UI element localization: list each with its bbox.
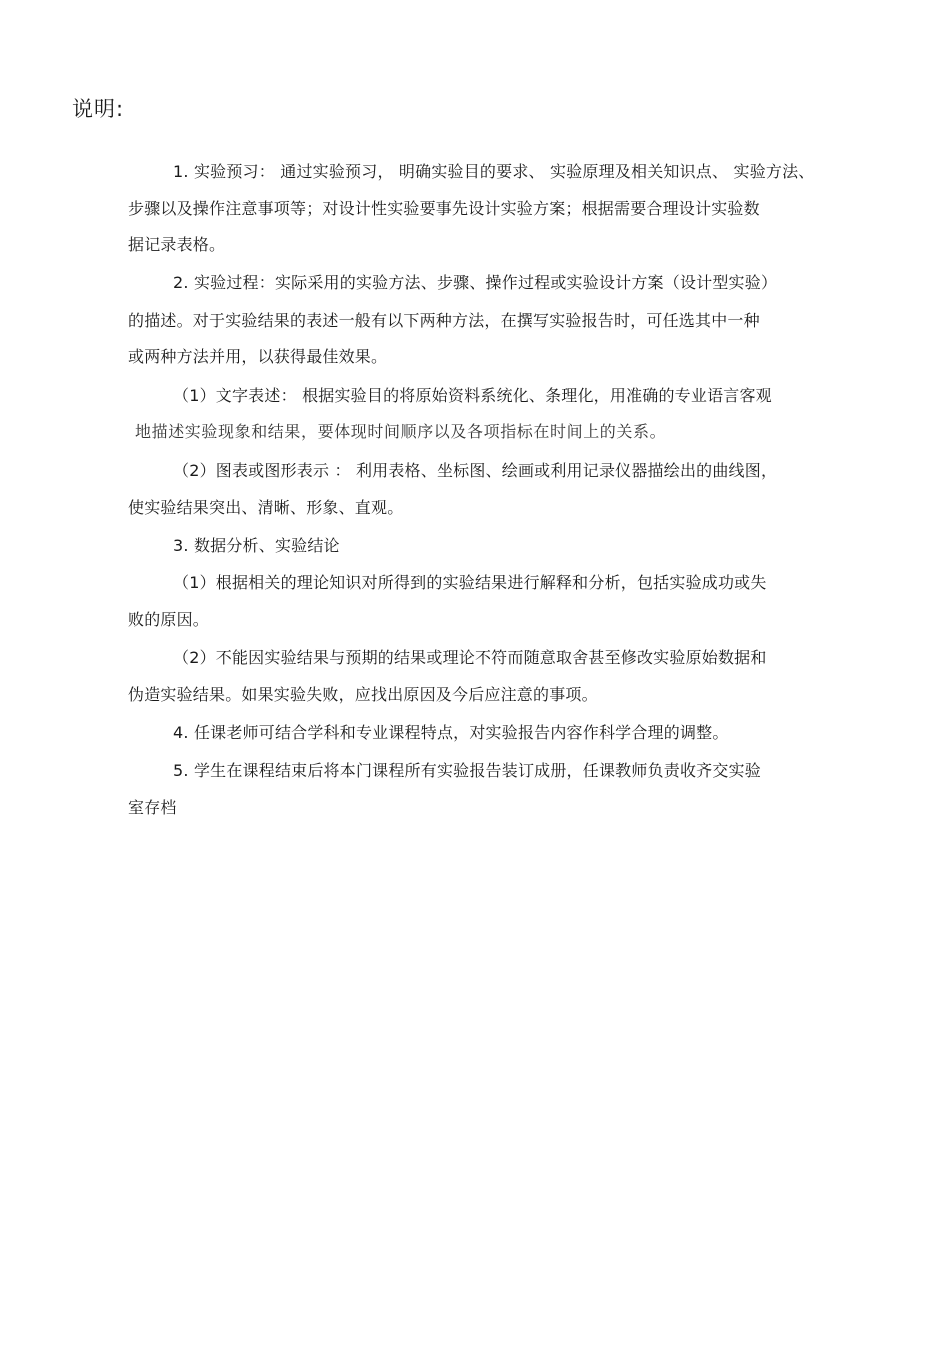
paragraph-line: 1. 实验预习： 通过实验预习， 明确实验目的要求、 实验原理及相关知识点、 实验方法、 — [173, 162, 815, 181]
page-title: 说明: — [72, 97, 125, 121]
paragraph-line: 步骤以及操作注意事项等；对设计性实验要事先设计实验方案；根据需要合理设计实验数 — [128, 199, 760, 218]
paragraph-line: 地描述实验现象和结果，要体现时间顺序以及各项指标在时间上的关系。 — [135, 422, 667, 441]
paragraph-line: 5. 学生在课程结束后将本门课程所有实验报告装订成册，任课教师负责收齐交实验 — [173, 761, 761, 780]
paragraph-line: （1）文字表述： 根据实验目的将原始资料系统化、条理化，用准确的专业语言客观 — [173, 386, 772, 405]
paragraph-line: 使实验结果突出、清晰、形象、直观。 — [128, 498, 404, 517]
paragraph-line: 室存档 — [128, 798, 177, 817]
paragraph-line: 4. 任课老师可结合学科和专业课程特点，对实验报告内容作科学合理的调整。 — [173, 723, 729, 742]
paragraph-line: 或两种方法并用，以获得最佳效果。 — [128, 347, 388, 366]
paragraph-line: 伪造实验结果。如果实验失败，应找出原因及今后应注意的事项。 — [128, 685, 598, 704]
paragraph-line: （1）根据相关的理论知识对所得到的实验结果进行解释和分析，包括实验成功或失 — [173, 573, 767, 592]
paragraph-line: 2. 实验过程：实际采用的实验方法、步骤、操作过程或实验设计方案（设计型实验） — [173, 273, 778, 292]
paragraph-line: 的描述。对于实验结果的表述一般有以下两种方法，在撰写实验报告时，可任选其中一种 — [128, 311, 760, 330]
paragraph-line: 败的原因。 — [128, 610, 210, 629]
paragraph-line: 据记录表格。 — [128, 235, 226, 254]
section-heading: 3. 数据分析、实验结论 — [173, 536, 340, 555]
paragraph-line: （2）图表或图形表示 ： 利用表格、坐标图、绘画或利用记录仪器描绘出的曲线图， — [173, 461, 778, 480]
paragraph-line: （2）不能因实验结果与预期的结果或理论不符而随意取舍甚至修改实验原始数据和 — [173, 648, 767, 667]
